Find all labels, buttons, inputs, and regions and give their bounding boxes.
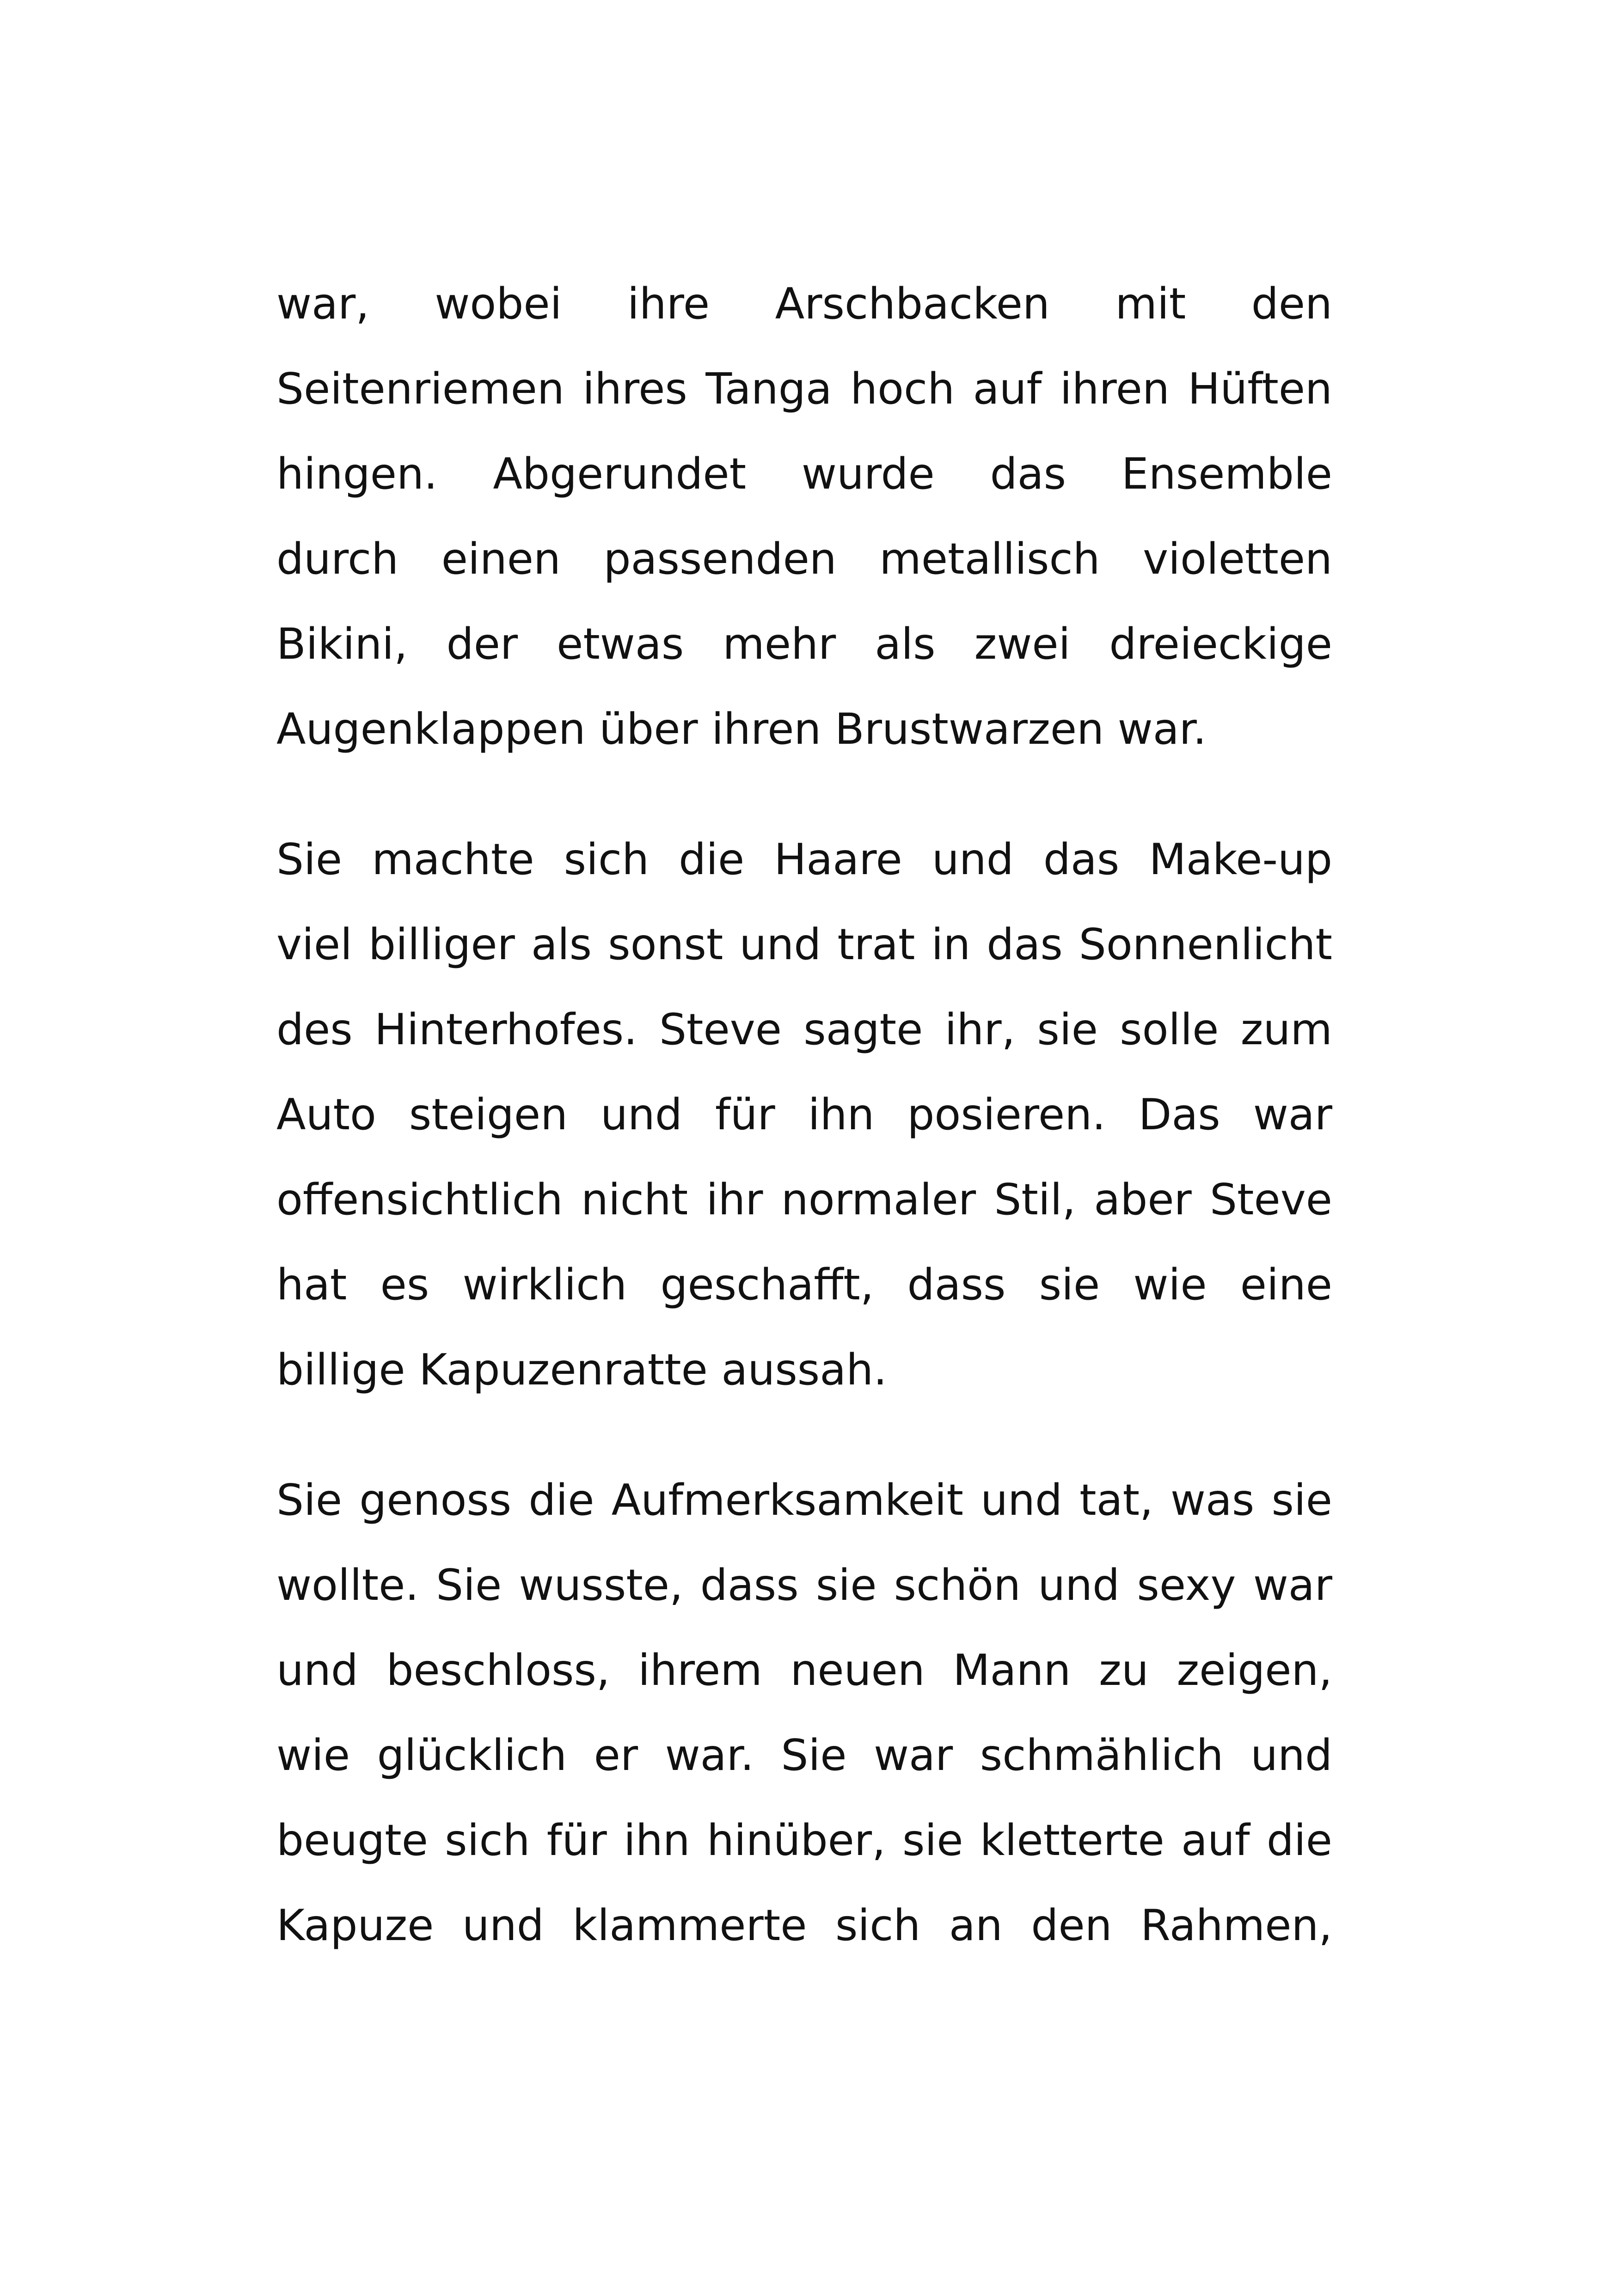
text-line: billige Kapuzenratte aussah. (276, 1345, 887, 1395)
paragraph-3 (276, 1457, 1332, 1968)
text-line: Sie machte sich die Haare und das Make-up (276, 834, 1332, 884)
text-line: Augenklappen über ihren Brustwarzen war. (276, 704, 1207, 754)
text-line: beugte sich für ihn hinüber, sie kletterte auf die (276, 1815, 1332, 1865)
paragraph-2 (276, 817, 1332, 1412)
body-text (276, 261, 1332, 1968)
paragraph-1 (276, 261, 1332, 771)
text-line: Auto steigen und für ihn posieren. Das war (276, 1090, 1332, 1139)
text-line: und beschloss, ihrem neuen Mann zu zeigen, (276, 1645, 1332, 1695)
text-line: offensichtlich nicht ihr normaler Stil, aber Steve (276, 1175, 1332, 1225)
text-line: wollte. Sie wusste, dass sie schön und sexy war (276, 1560, 1332, 1610)
text-line: Sie genoss die Aufmerksamkeit und tat, was sie (276, 1475, 1332, 1525)
text-line: viel billiger als sonst und trat in das Sonnenlicht (276, 919, 1332, 969)
text-line: des Hinterhofes. Steve sagte ihr, sie solle zum (276, 1004, 1332, 1054)
text-line: Kapuze und klammerte sich an den Rahmen, (276, 1900, 1332, 1950)
text-line: durch einen passenden metallisch violetten (276, 534, 1332, 584)
text-line: Bikini, der etwas mehr als zwei dreieckige (276, 619, 1332, 669)
text-line: Seitenriemen ihres Tanga hoch auf ihren Hüften (276, 364, 1332, 414)
text-line: war, wobei ihre Arschbacken mit den (276, 279, 1332, 329)
text-line: hingen. Abgerundet wurde das Ensemble (276, 449, 1332, 499)
text-line: hat es wirklich geschafft, dass sie wie eine (276, 1260, 1332, 1310)
text-line: wie glücklich er war. Sie war schmählich und (276, 1730, 1332, 1780)
